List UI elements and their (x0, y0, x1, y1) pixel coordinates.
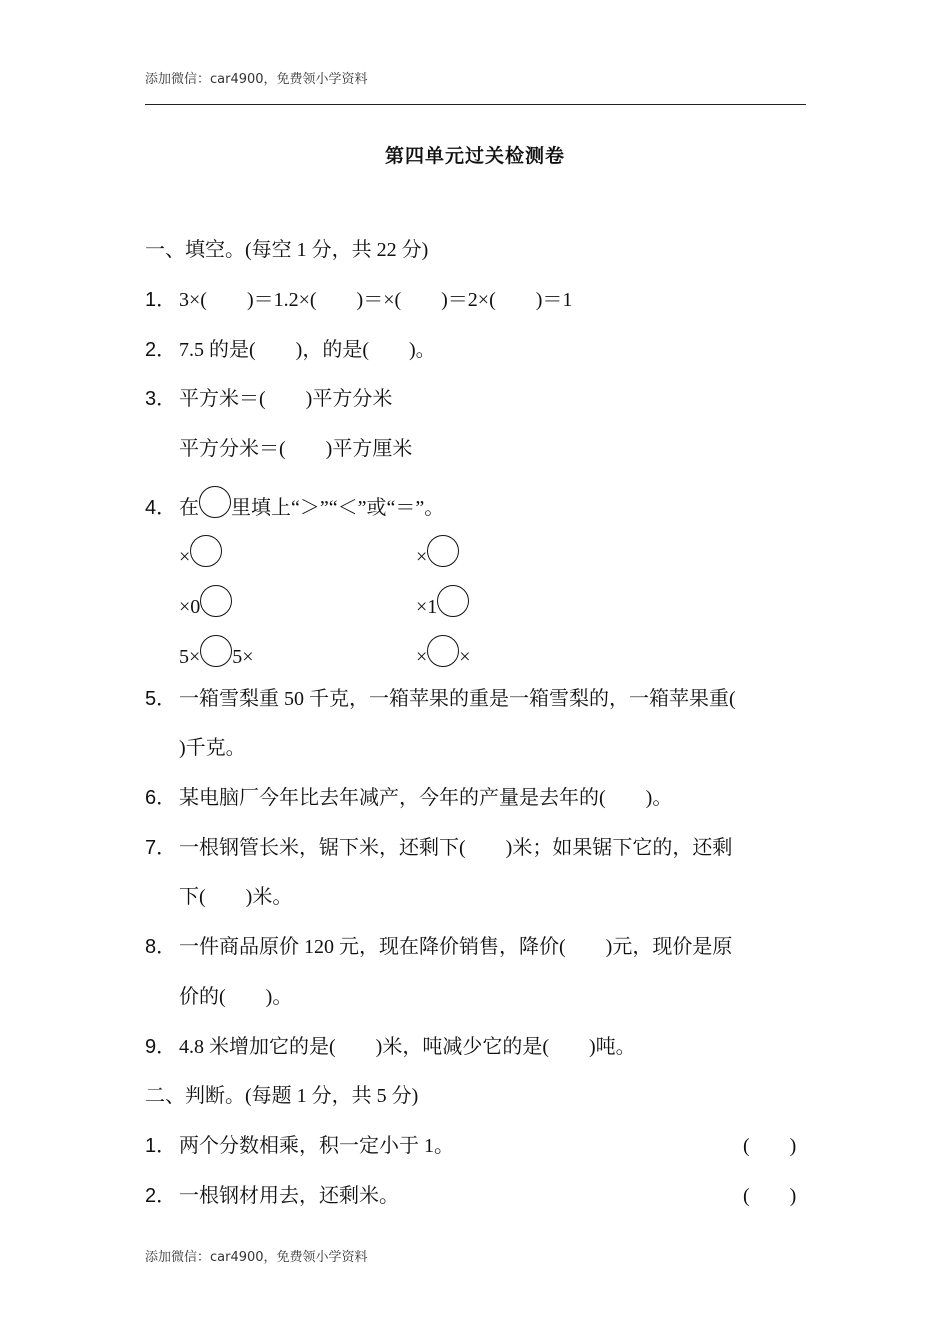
compare-left: × (179, 546, 191, 568)
question-5-line-2: )千克。 (179, 737, 246, 759)
question-text: 一根钢管长米，锯下米，还剩下( )米；如果锯下它的，还剩 (179, 837, 733, 859)
question-text: 一箱雪梨重 50 千克，一箱苹果的重是一箱雪梨的，一箱苹果重( (179, 688, 736, 710)
question-number: 4． (145, 497, 177, 519)
compare-item (416, 585, 469, 620)
question-number: 2． (145, 1185, 177, 1207)
question-text-pre: 在 (179, 497, 199, 519)
question-9 (145, 1034, 636, 1060)
judge-question-1 (145, 1133, 454, 1159)
question-text: 某电脑厂今年比去年减产，今年的产量是去年的( )。 (179, 787, 673, 809)
question-text: 平方米＝( )平方分米 (179, 388, 393, 410)
answer-circle[interactable] (200, 585, 232, 617)
answer-circle[interactable] (199, 486, 231, 518)
answer-circle[interactable] (190, 535, 222, 567)
question-text: 一件商品原价 120 元，现在降价销售，降价( )元，现价是原 (179, 936, 733, 958)
compare-left: ×1 (416, 596, 438, 618)
question-8-line-2: 价的( )。 (179, 986, 293, 1008)
answer-parentheses[interactable]: ( ) (743, 1135, 797, 1157)
question-4 (145, 486, 444, 521)
question-number: 1． (145, 289, 177, 311)
question-text: 一根钢材用去，还剩米。 (179, 1185, 399, 1207)
section2-heading: 二、判断。(每题 1 分，共 5 分) (145, 1085, 419, 1107)
question-number: 8． (145, 936, 177, 958)
compare-left: × (416, 646, 428, 668)
question-number: 1． (145, 1135, 177, 1157)
compare-left: × (416, 546, 428, 568)
compare-left: ×0 (179, 596, 201, 618)
question-number: 6． (145, 787, 177, 809)
compare-item (416, 535, 459, 570)
question-number: 2． (145, 339, 177, 361)
question-number: 7． (145, 837, 177, 859)
answer-circle[interactable] (437, 585, 469, 617)
question-6 (145, 785, 672, 811)
compare-left: 5× (179, 646, 201, 668)
compare-item (179, 535, 222, 570)
question-number: 3． (145, 388, 177, 410)
question-text: 两个分数相乘，积一定小于 1。 (179, 1135, 454, 1157)
compare-right: × (459, 646, 471, 668)
question-text: 4.8 米增加它的是( )米，吨减少它的是( )吨。 (179, 1036, 636, 1058)
question-7-line-2: 下( )米。 (179, 886, 293, 908)
question-7 (145, 835, 732, 861)
compare-item (179, 635, 254, 670)
answer-parentheses[interactable]: ( ) (743, 1185, 797, 1207)
answer-circle[interactable] (200, 635, 232, 667)
compare-right: 5× (232, 646, 254, 668)
section1-heading: 一、填空。(每空 1 分，共 22 分) (145, 239, 429, 261)
question-text-post: 里填上“＞”“＜”或“＝”。 (231, 497, 445, 519)
compare-item (179, 585, 232, 620)
question-5 (145, 686, 736, 712)
watermark-top: 添加微信：car4900，免费领小学资料 (145, 72, 368, 87)
answer-circle[interactable] (427, 535, 459, 567)
question-text: 3×( )＝1.2×( )＝×( )＝2×( )＝1 (179, 289, 573, 311)
compare-item (416, 635, 471, 670)
question-number: 9． (145, 1036, 177, 1058)
question-text: 7.5 的是( )，的是( )。 (179, 339, 436, 361)
question-number: 5． (145, 688, 177, 710)
judge-question-2 (145, 1183, 399, 1209)
question-3-line-2: 平方分米＝( )平方厘米 (179, 438, 413, 460)
page-title: 第四单元过关检测卷 (384, 145, 565, 167)
answer-circle[interactable] (427, 635, 459, 667)
watermark-bottom: 添加微信：car4900，免费领小学资料 (145, 1250, 368, 1265)
question-2 (145, 337, 436, 363)
question-8 (145, 934, 732, 960)
question-1 (145, 287, 572, 313)
question-3 (145, 386, 392, 412)
header-rule (145, 104, 806, 105)
